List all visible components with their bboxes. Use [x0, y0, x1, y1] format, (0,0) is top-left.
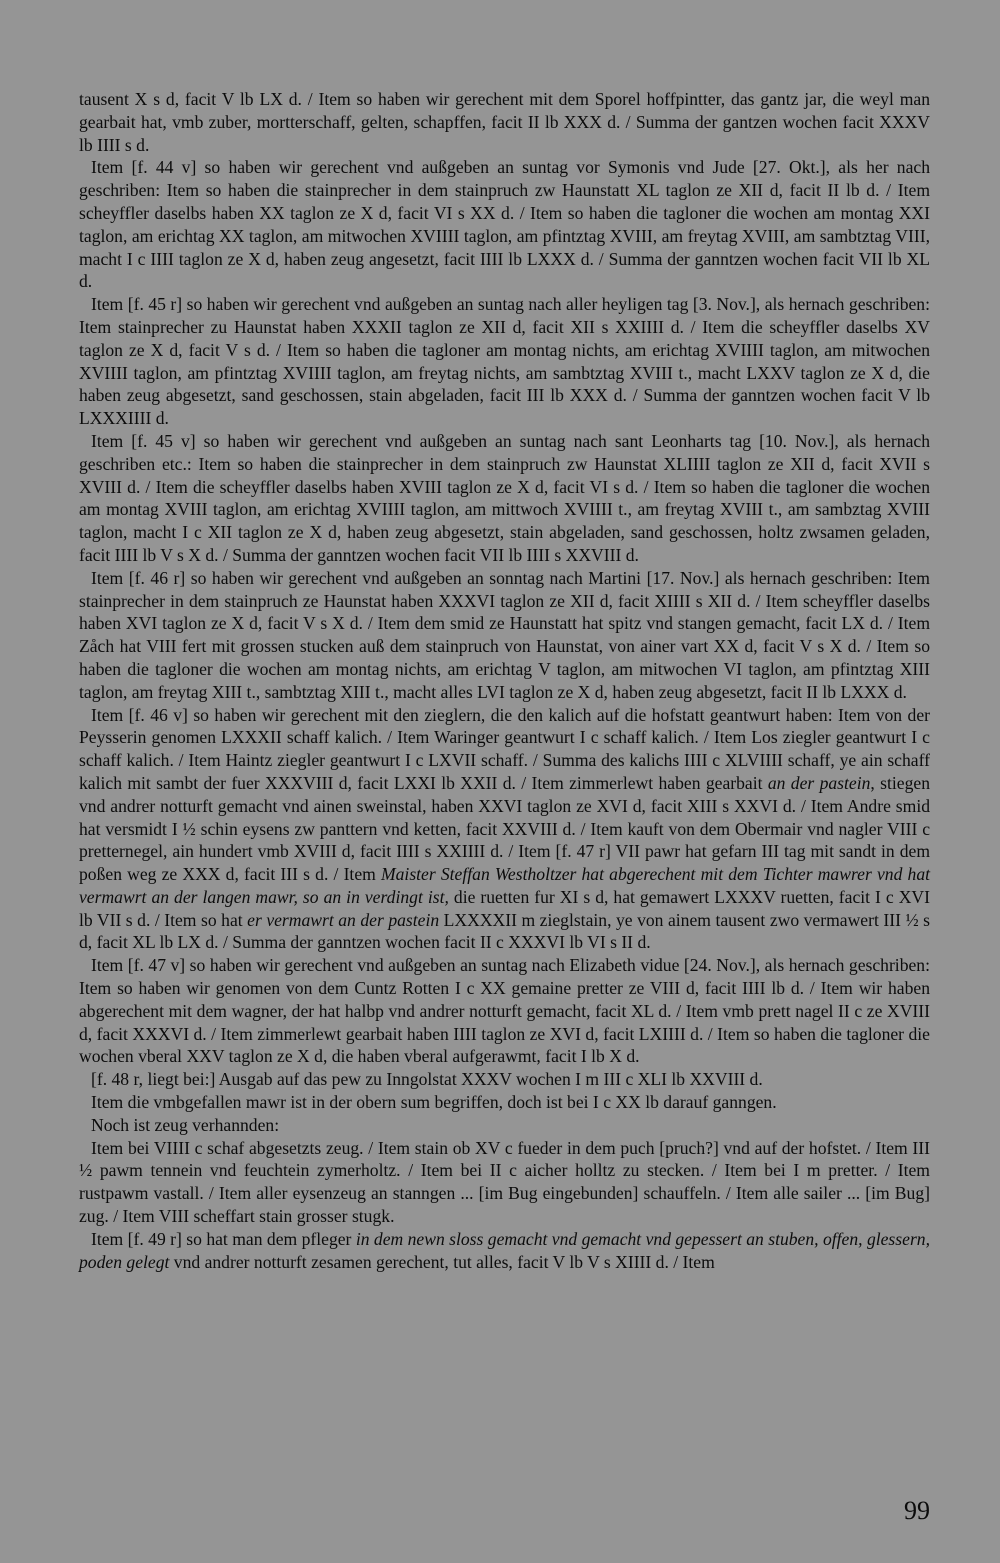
body-text — [79, 88, 930, 1273]
text-run: Item [f. 46 v] so haben wir gerechent mit den zieglern, die den kalich auf die hofstatt geantwurt haben: Item von der Peysserin genomen LXXXII schaff kalich. / Item Waringer geantwurt I c schaff kalich. / Item Los ziegler geantwurt I c schaff kalich. / Item Haintz ziegler geantwurt I c LXVII schaff. / Summa des kalichs IIII c XLVIIII schaff, ye ain schaff kalich mit sambt der fuer XXXVIII d, facit LXXI lb XXII d. / Item zimmerlewt haben gearbait — [79, 704, 930, 793]
text-run: LXXXXII m zieglstain, ye von ainem tausent zwo vermawert III ½ s d, facit XL lb LX d. / Summa der ganntzen wochen facit II c XXXVI lb VI s II d. — [79, 909, 930, 953]
text-run: Item die vmbgefallen mawr ist in der obern sum begriffen, doch ist bei I c XX lb darauf ganngen. — [91, 1092, 777, 1113]
italic-phrase: er vermawrt an der pastein — [247, 909, 440, 930]
text-run: tausent X s d, facit V lb LX d. / Item so haben wir gerechent mit dem Sporel hoffpintter, das gantz jar, die weyl man gearbait hat, vmb zuber, mortterschaff, gelten, schapffen, facit II lb XXX d. / Summa der gantzen wochen facit XXXV lb IIII s d. — [79, 89, 930, 155]
paragraph — [79, 704, 930, 955]
text-run: Item [f. 47 v] so haben wir gerechent vnd außgeben an suntag nach Elizabeth vidue [24. Nov.], als hernach geschriben: Item so haben wir genomen von dem Cuntz Rotten I c XX gemaine pretter ze VIII d, facit IIII lb d. / Item wir haben abgerechent mit dem wagner, der hat halbp vnd andrer notturft gemacht, facit XL d. / Item vmb prett nagel II c ze XVIII d, facit XXXVI d. / Item zimmerlewt gearbait haben IIII taglon ze XVI d, facit LXIIII d. / Item so haben die tagloner die wochen vberal XXV taglon ze X d, die haben vberal aufgerawmt, facit I lb X d. — [79, 955, 930, 1067]
paragraph — [79, 1068, 930, 1091]
paragraph — [79, 1228, 930, 1274]
text-run: Item [f. 49 r] so hat man dem pfleger — [91, 1228, 356, 1249]
text-run: Item [f. 46 r] so haben wir gerechent vnd außgeben an sonntag nach Martini [17. Nov.] als hernach geschriben: Item stainprecher in dem stainpruch ze Haunstat haben XXXVI taglon ze XII d, facit XIIII s XII d. / Item scheyffler daselbs haben XVI taglon ze X d, facit V s X d. / Item dem smid ze Haunstatt hat spitz vnd stangen gemacht, facit LX d. / Item Zåch hat VIII fert mit grossen stucken auß dem stainpruch von Haunstat, von ainer vart XX d, facit V s X d. / Item so haben die tagloner die wochen am montag nichts, am erichtag V taglon, am mitwochen VI taglon, am pfintztag XIII taglon, am freytag XIII t., sambtztag XIII t., macht alles LVI taglon ze X d, haben zeug abgesetzt, facit II lb LXXX d. — [79, 567, 930, 702]
paragraph — [79, 954, 930, 1068]
paragraph — [79, 1091, 930, 1114]
italic-phrase: an der pastein — [767, 772, 871, 793]
text-run: [f. 48 r, liegt bei:] Ausgab auf das pew zu Inngolstat XXXV wochen I m III c XLI lb XXVIII d. — [91, 1069, 763, 1090]
page-number: 99 — [904, 1496, 930, 1525]
text-run: Item [f. 45 v] so haben wir gerechent vnd außgeben an suntag nach sant Leonharts tag [10. Nov.], als hernach geschriben etc.: Item so haben die stainprecher in dem stainpruch zw Haunstat XLIIII taglon ze XII d, facit XVII s XVIII d. / Item die scheyffler daselbs haben XVIII taglon ze X d, facit VI s d. / Item so haben die tagloner die wochen am montag XVIII taglon, am erichtag XVIIII taglon, am mittwoch XVIIII t., am freytag XVIII t., am sambztag XVIII taglon, macht I c XII taglon ze X d, haben zeug abgesetzt, stain abgeladen, sand geschossen, holtz zwsamen geladen, facit IIII lb V s X d. / Summa der ganntzen wochen facit VII lb IIII s XXVIII d. — [79, 430, 930, 565]
paragraph — [79, 88, 930, 156]
text-run: Noch ist zeug verhannden: — [91, 1114, 280, 1135]
paragraph — [79, 1114, 930, 1137]
paragraph — [79, 430, 930, 567]
paragraph — [79, 567, 930, 704]
italic-phrase: in dem newn sloss gemacht vnd gemacht vnd gepessert an stuben, offen, glessern, poden gelegt — [79, 1228, 930, 1272]
text-run: die ruetten fur XI s d, hat gemawert LXXXV ruetten, facit I c XVI lb VII s d. / Item so hat — [79, 886, 930, 930]
paragraph — [79, 293, 930, 430]
paragraph — [79, 156, 930, 293]
text-run: vnd andrer notturft zesamen gerechent, tut alles, facit V lb V s XIIII d. / Item — [169, 1251, 715, 1272]
italic-phrase: Maister Steffan Westholtzer hat abgerechent mit dem Tichter mawrer vnd hat vermawrt an der langen mawr, so an in verdingt ist, — [79, 864, 931, 907]
text-run: , stiegen vnd andrer notturft gemacht vnd ainen sweinstal, haben XXVI taglon ze XVI d, facit XIII s XXVI d. / Item Andre smid hat versmidt I ½ schin eysens zw panttern vnd ketten, facit XXVIII d. / Item kauft von dem Obermair vnd nagler VIII c pretternegel, ain hundert vmb XVIII d, facit IIII s XXIIII d. / Item [f. 47 r] VII pawr hat gefarn III tag mit sandt in dem poßen weg ze XXX d, facit III s d. / Item — [79, 772, 930, 885]
text-run: Item bei VIIII c schaf abgesetzts zeug. / Item stain ob XV c fueder in dem puch [pruch?] vnd auf der hofstet. / Item III ½ pawm tennein vnd feuchtein zymerholtz. / Item bei II c aicher holltz zu stecken. / Item bei I m pretter. / Item rustpawm vastall. / Item aller eysenzeug an stanngen ... [im Bug eingebunden] schauffeln. / Item alle sailer ... [im Bug] zug. / Item VIII scheffart stain grosser stugk. — [79, 1137, 930, 1227]
text-run: Item [f. 45 r] so haben wir gerechent vnd außgeben an suntag nach aller heyligen tag [3. Nov.], als hernach geschriben: Item stainprecher zu Haunstat haben XXXII taglon ze XII d, facit XII s XXIIII d. / Item die scheyffler daselbs XV taglon ze X d, facit V s d. / Item so haben die tagloner am montag nichts, am erichtag XVIIII taglon, am mitwochen XVIIII taglon, am pfintztag XVIIII taglon, am freytag nichts, am sambtztag XVIII t., macht LXXV taglon ze X d, die haben zeug abgesetzt, sand geschossen, stain abgeladen, facit III lb XXX d. / Summa der ganntzen wochen facit V lb LXXXIIII d. — [79, 294, 930, 429]
paragraph — [79, 1137, 930, 1228]
text-run: Item [f. 44 v] so haben wir gerechent vnd außgeben an suntag vor Symonis vnd Jude [27. Okt.], als her nach geschriben: Item so haben die stainprecher in dem stainpruch zw Haunstatt XL taglon ze XII d, facit II lb d. / Item scheyffler daselbs haben XX taglon ze X d, facit VI s XX d. / Item so haben die tagloner die wochen am montag XXI taglon, am erichtag XX taglon, am mitwochen XVIIII taglon, am pfintztag XVIII, am freytag XVIII, am sambtztag VIII, macht I c IIII taglon ze X d, haben zeug angesetzt, facit IIII lb LXXX d. / Summa der ganntzen wochen facit VII lb XL d. — [79, 157, 930, 292]
